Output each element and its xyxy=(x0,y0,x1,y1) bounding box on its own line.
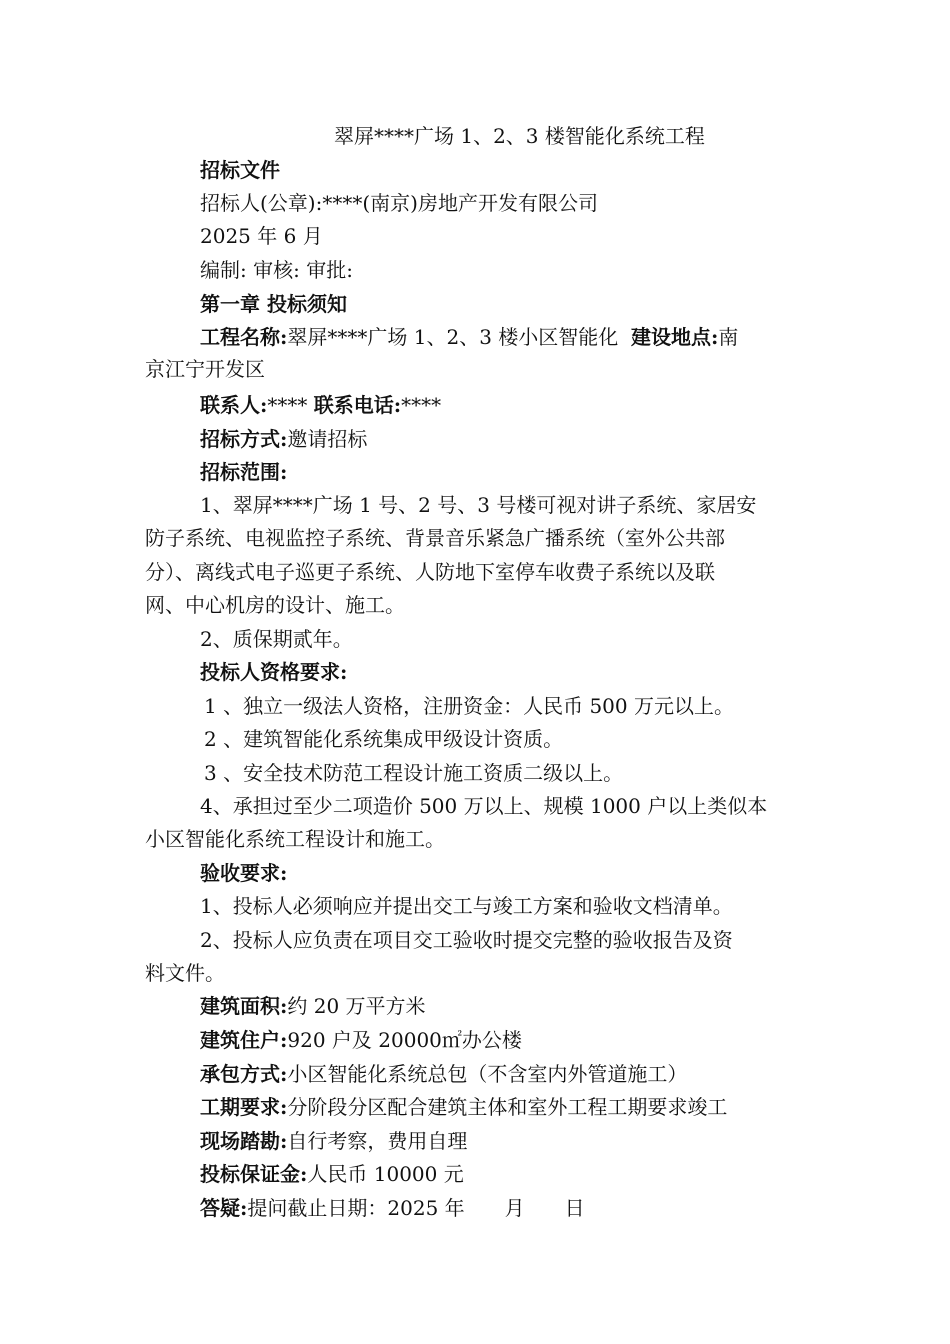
project-name-value: 翠屏****广场 1、2、3 楼小区智能化 xyxy=(287,325,619,349)
qualification-item-continued: 小区智能化系统工程设计和施工。 xyxy=(145,827,445,851)
acceptance-item: 1、投标人必须响应并提出交工与竣工方案和验收文档清单。 xyxy=(200,894,733,918)
project-name-row xyxy=(200,322,810,352)
acceptance-item: 2、投标人应负责在项目交工验收时提交完整的验收报告及资 xyxy=(200,928,733,952)
date-line: 2025 年 6 月 xyxy=(200,224,323,248)
method-row xyxy=(200,424,810,454)
method-label: 招标方式: xyxy=(200,427,288,451)
households-label: 建筑住户: xyxy=(200,1028,288,1052)
contract-row xyxy=(200,1059,810,1089)
area-value: 约 20 万平方米 xyxy=(287,994,426,1018)
schedule-row xyxy=(200,1092,810,1122)
survey-value: 自行考察，费用自理 xyxy=(287,1129,468,1153)
site-label: 建设地点: xyxy=(631,325,719,349)
issuer-line: 招标人(公章):****(南京)房地产开发有限公司 xyxy=(200,191,598,215)
approvals-line: 编制: 审核: 审批: xyxy=(200,258,353,282)
scope-line: 防子系统、电视监控子系统、背景音乐紧急广播系统（室外公共部 xyxy=(145,526,725,550)
qa-label: 答疑: xyxy=(200,1196,248,1220)
bond-label: 投标保证金: xyxy=(200,1162,308,1186)
scope-line: 网、中心机房的设计、施工。 xyxy=(145,593,405,617)
households-row xyxy=(200,1025,810,1055)
qa-day: 日 xyxy=(564,1196,585,1220)
document-subtitle: 招标文件 xyxy=(200,158,280,182)
contact-row xyxy=(200,390,810,420)
qualification-item: 2 、建筑智能化系统集成甲级设计资质。 xyxy=(204,727,564,751)
site-value-continued: 京江宁开发区 xyxy=(145,357,265,381)
area-label: 建筑面积: xyxy=(200,994,288,1018)
document-title: 翠屏****广场 1、2、3 楼智能化系统工程 xyxy=(334,124,705,148)
contact-value: **** xyxy=(267,393,308,417)
acceptance-label: 验收要求: xyxy=(200,861,288,885)
qualification-item: 3 、安全技术防范工程设计施工资质二级以上。 xyxy=(204,761,624,785)
qa-row xyxy=(200,1193,810,1223)
bond-row xyxy=(200,1159,810,1189)
survey-label: 现场踏勘: xyxy=(200,1129,288,1153)
acceptance-item-continued: 料文件。 xyxy=(145,961,225,985)
qualification-label: 投标人资格要求: xyxy=(200,660,348,684)
contact-label: 联系人: xyxy=(200,393,268,417)
area-row xyxy=(200,991,810,1021)
schedule-value: 分阶段分区配合建筑主体和室外工程工期要求竣工 xyxy=(287,1095,728,1119)
method-value: 邀请招标 xyxy=(287,427,368,451)
phone-label: 联系电话: xyxy=(313,393,402,417)
warranty-line: 2、质保期贰年。 xyxy=(200,627,353,651)
bond-value: 人民币 10000 元 xyxy=(307,1162,464,1186)
contract-label: 承包方式: xyxy=(200,1062,288,1086)
households-value: 920 户及 20000㎡办公楼 xyxy=(287,1028,522,1052)
schedule-label: 工期要求: xyxy=(200,1095,288,1119)
chapter-heading: 第一章 投标须知 xyxy=(200,292,347,316)
scope-line: 分）、离线式电子巡更子系统、人防地下室停车收费子系统以及联 xyxy=(145,560,715,584)
qualification-item: 4、承担过至少二项造价 500 万以上、规模 1000 户以上类似本 xyxy=(200,794,768,818)
scope-line: 1、翠屏****广场 1 号、2 号、3 号楼可视对讲子系统、家居安 xyxy=(200,493,757,517)
project-name-label: 工程名称: xyxy=(200,325,288,349)
contract-value: 小区智能化系统总包（不含室内外管道施工） xyxy=(287,1062,688,1086)
survey-row xyxy=(200,1126,810,1156)
phone-value: **** xyxy=(401,393,442,417)
qa-deadline: 提问截止日期：2025 年 xyxy=(247,1196,465,1220)
qa-month: 月 xyxy=(504,1196,525,1220)
site-value-a: 南 xyxy=(718,325,739,349)
qualification-item: 1 、独立一级法人资格，注册资金：人民币 500 万元以上。 xyxy=(204,694,734,718)
scope-label: 招标范围: xyxy=(200,460,288,484)
